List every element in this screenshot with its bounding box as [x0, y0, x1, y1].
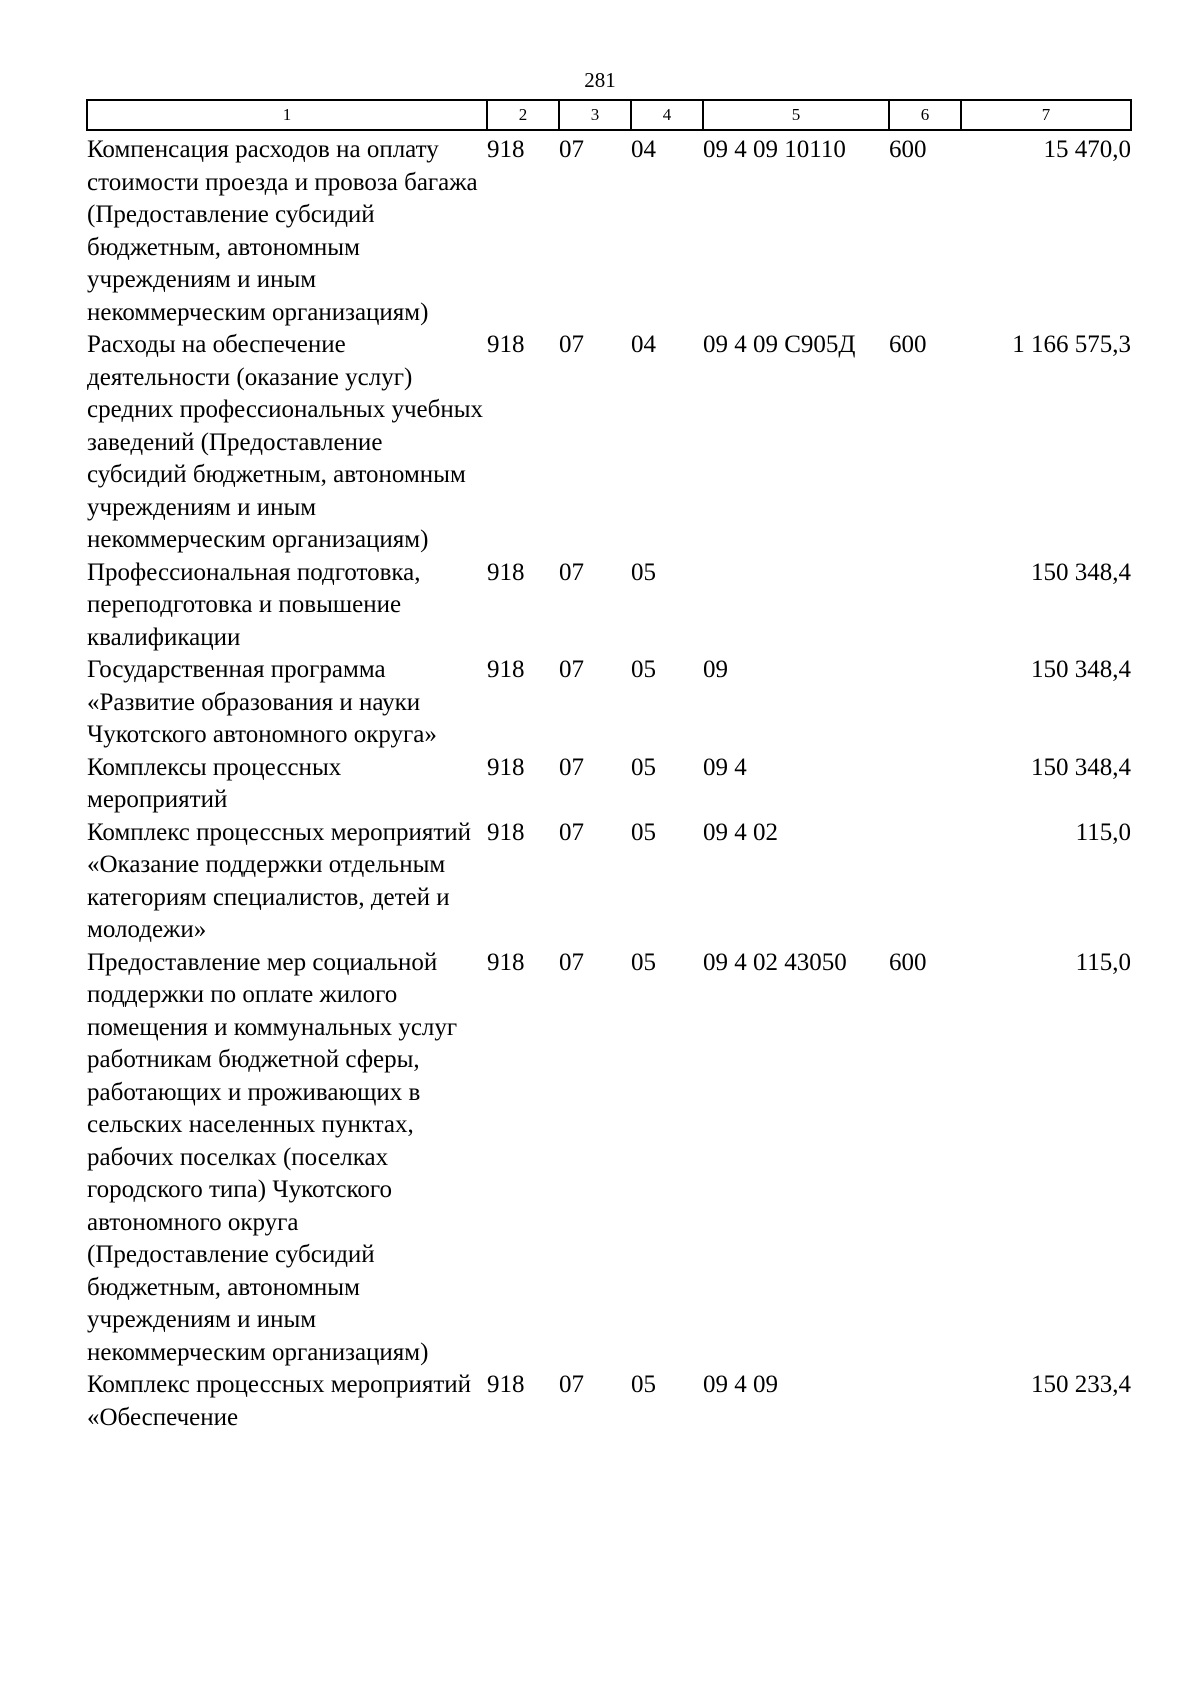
row-vr-cell: [889, 817, 961, 947]
row-vr-cell: 600: [889, 948, 927, 976]
row-vr-cell: [889, 752, 961, 817]
row-csr-cell: 09 4 09 С905Д: [703, 331, 856, 358]
row-sum-cell: 115,0: [1075, 818, 1131, 846]
column-header-7: 7: [961, 100, 1131, 130]
row-vr-cell: [889, 654, 961, 752]
row-pr-cell: 05: [631, 1371, 656, 1398]
row-pr-cell: 05: [631, 818, 656, 846]
row-rz-cell: 07: [559, 818, 584, 846]
column-number-row: [87, 100, 1131, 130]
row-gr-cell: 918: [487, 948, 525, 976]
row-csr-cell: 09 4 02: [703, 818, 778, 846]
row-pr-cell: 04: [631, 136, 656, 163]
row-sum-cell: 150 348,4: [1031, 558, 1131, 586]
row-sum-cell: 1 166 575,3: [1012, 331, 1131, 358]
row-gr-cell: 918: [487, 656, 525, 683]
row-csr-cell: 09 4 02 43050: [703, 948, 847, 976]
column-header-3: 3: [559, 100, 631, 130]
row-sum-cell: 150 233,4: [1031, 1371, 1131, 1398]
table-row: [87, 1369, 1131, 1434]
budget-table: [86, 99, 1132, 1434]
row-name-cell: Комплекс процессных мероприятий «Обеспечение: [87, 1371, 472, 1431]
row-rz-cell: 07: [559, 656, 584, 683]
row-csr-cell: 09 4: [703, 753, 747, 781]
row-sum-cell: 115,0: [1075, 948, 1131, 976]
row-pr-cell: 05: [631, 656, 656, 683]
row-gr-cell: 918: [487, 818, 525, 846]
row-rz-cell: 07: [559, 948, 584, 976]
table-row: [87, 557, 1131, 655]
row-name-cell: Государственная программа «Развитие образования и науки Чукотского автономного округа»: [87, 656, 437, 748]
row-vr-cell: [889, 1369, 961, 1434]
row-gr-cell: 918: [487, 1371, 525, 1398]
row-rz-cell: 07: [559, 331, 584, 358]
row-pr-cell: 05: [631, 558, 656, 586]
row-csr-cell: 09 4 09 10110: [703, 136, 846, 163]
row-sum-cell: 150 348,4: [1031, 753, 1131, 781]
row-vr-cell: 600: [889, 136, 927, 163]
table-row: [87, 654, 1131, 752]
table-row: [87, 947, 1131, 1370]
column-header-1: 1: [87, 100, 487, 130]
row-name-cell: Предоставление мер социальной поддержки по оплате жилого помещения и коммунальных услуг работникам бюджетной сферы, работающих и проживающих в сельских населенных пунктах, рабочих поселках (поселках городского типа) Чукотского автономного округа (Предоставление субсидий бюджетным, автономным учреждениям и иным некоммерческим организациям): [87, 948, 458, 1366]
column-header-2: 2: [487, 100, 559, 130]
row-rz-cell: 07: [559, 558, 584, 586]
row-name-cell: Комплексы процессных мероприятий: [87, 753, 342, 813]
table-row: [87, 329, 1131, 557]
page-number: 281: [584, 68, 616, 92]
column-header-5: 5: [703, 100, 889, 130]
row-name-cell: Расходы на обеспечение деятельности (оказание услуг) средних профессиональных учебных заведений (Предоставление субсидий бюджетным, автономным учреждениям и иным некоммерческим организациям): [87, 331, 484, 553]
row-rz-cell: 07: [559, 1371, 584, 1398]
row-gr-cell: 918: [487, 136, 525, 163]
column-header-6: 6: [889, 100, 961, 130]
row-gr-cell: 918: [487, 331, 525, 358]
table-row: [87, 817, 1131, 947]
row-csr-cell: [703, 557, 889, 655]
row-name-cell: Компенсация расходов на оплату стоимости проезда и провоза багажа (Предоставление субсидий бюджетным, автономным учреждениям и иным некоммерческим организациям): [87, 136, 478, 326]
table-row: [87, 752, 1131, 817]
row-rz-cell: 07: [559, 136, 584, 163]
row-name-cell: Профессиональная подготовка, переподготовка и повышение квалификации: [87, 558, 421, 651]
row-pr-cell: 04: [631, 331, 656, 358]
row-pr-cell: 05: [631, 948, 656, 976]
row-sum-cell: 150 348,4: [1031, 656, 1131, 683]
row-pr-cell: 05: [631, 753, 656, 781]
row-vr-cell: [889, 557, 961, 655]
column-header-4: 4: [631, 100, 703, 130]
row-gr-cell: 918: [487, 558, 525, 586]
row-name-cell: Комплекс процессных мероприятий «Оказание поддержки отдельным категориям специалистов, детей и молодежи»: [87, 818, 472, 943]
row-sum-cell: 15 470,0: [1043, 136, 1131, 163]
row-rz-cell: 07: [559, 753, 584, 781]
table-row: [87, 130, 1131, 329]
row-vr-cell: 600: [889, 331, 927, 358]
row-gr-cell: 918: [487, 753, 525, 781]
row-csr-cell: 09: [703, 656, 728, 683]
row-csr-cell: 09 4 09: [703, 1371, 778, 1398]
